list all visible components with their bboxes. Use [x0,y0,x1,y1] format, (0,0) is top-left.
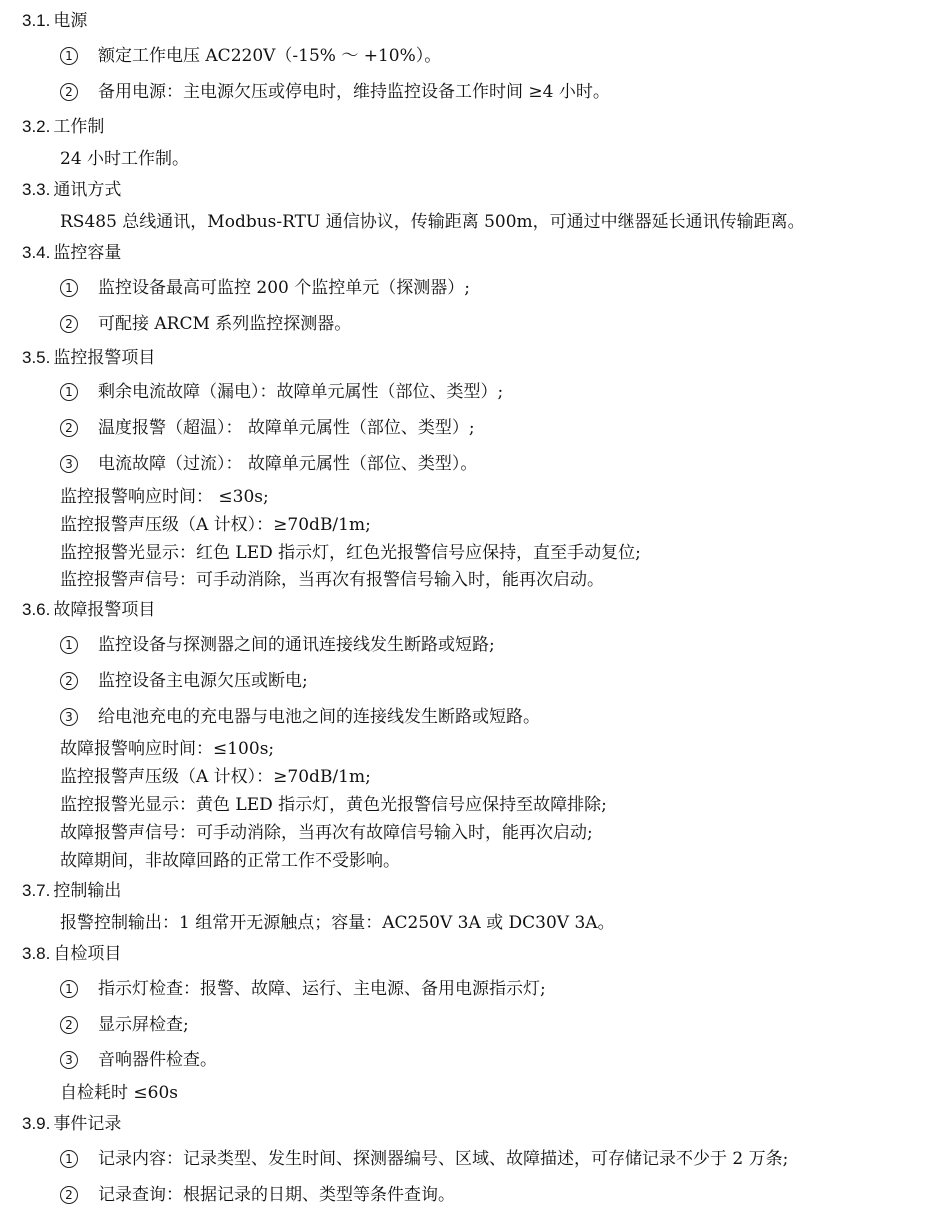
body-text: 自检耗时 ≤60s [60,1083,179,1103]
list-item [60,381,503,403]
list-item [60,706,540,728]
body-text: 监控报警声压级（A 计权）：≥70dB/1m; [60,767,371,787]
list-item-text: 指示灯检查：报警、故障、运行、主电源、备用电源指示灯; [98,979,546,999]
section-title: 事件记录 [53,1114,122,1134]
list-item-text: 记录内容：记录类型、发生时间、探测器编号、区域、故障描述，可存储记录不少于 2 万条; [98,1149,789,1169]
section-number: 3.9. [22,1114,51,1133]
section-title: 自检项目 [53,944,122,964]
body-text: 监控报警声压级（A 计权）：≥70dB/1m; [60,515,371,535]
list-item-text: 监控设备主电源欠压或断电; [98,671,308,691]
body-text: 监控报警光显示：黄色 LED 指示灯，黄色光报警信号应保持至故障排除; [60,795,607,815]
body-text: 24 小时工作制。 [60,149,190,169]
circled-number-marker: 1 [60,279,78,297]
section-title: 电源 [53,11,88,31]
list-item-text: 可配接 ARCM 系列监控探测器。 [98,314,352,334]
section-heading [22,10,87,32]
list-item [60,978,546,1000]
circled-number-marker: 2 [60,1186,78,1204]
list-item-text: 音响器件检查。 [98,1050,217,1070]
circled-number-marker: 1 [60,47,78,65]
list-item [60,634,495,656]
section-heading [22,880,121,902]
section-number: 3.2. [22,117,51,136]
list-item-text: 记录查询：根据记录的日期、类型等条件查询。 [98,1185,455,1205]
list-item [60,670,308,692]
section-title: 控制输出 [53,881,122,901]
circled-number-marker: 2 [60,672,78,690]
body-text: 故障报警声信号：可手动消除，当再次有故障信号输入时，能再次启动; [60,823,593,843]
section-title: 工作制 [53,117,105,137]
list-item [60,1148,788,1170]
section-number: 3.5. [22,348,51,367]
section-heading [22,116,104,138]
body-text: 报警控制输出：1 组常开无源触点；容量：AC250V 3A 或 DC30V 3A。 [60,913,615,933]
body-text: 故障报警响应时间：≤100s; [60,739,275,759]
section-number: 3.3. [22,180,51,199]
list-item [60,417,475,439]
circled-number-marker: 3 [60,455,78,473]
section-number: 3.7. [22,881,51,900]
list-item-text: 显示屏检查; [98,1015,189,1035]
circled-number-marker: 2 [60,1016,78,1034]
section-number: 3.4. [22,243,51,262]
body-text: 故障期间，非故障回路的正常工作不受影响。 [60,851,400,871]
section-heading [22,1113,121,1135]
list-item [60,81,610,103]
list-item [60,45,441,67]
list-item-text: 剩余电流故障（漏电）：故障单元属性（部位、类型）; [98,382,504,402]
section-heading [22,179,121,201]
circled-number-marker: 1 [60,383,78,401]
list-item [60,1184,455,1206]
section-heading [22,347,155,369]
list-item [60,277,470,299]
list-item-text: 温度报警（超温）： 故障单元属性（部位、类型）; [98,418,475,438]
list-item [60,453,477,475]
body-text: RS485 总线通讯，Modbus-RTU 通信协议，传输距离 500m，可通过中继器延长通讯传输距离。 [60,212,805,232]
section-heading [22,242,121,264]
list-item [60,1014,189,1036]
list-item-text: 电流故障（过流）： 故障单元属性（部位、类型）。 [98,454,478,474]
circled-number-marker: 1 [60,980,78,998]
section-title: 通讯方式 [53,180,122,200]
list-item [60,1049,217,1071]
circled-number-marker: 1 [60,636,78,654]
section-heading [22,943,121,965]
circled-number-marker: 3 [60,708,78,726]
section-number: 3.1. [22,11,51,30]
list-item [60,313,351,335]
circled-number-marker: 2 [60,83,78,101]
list-item-text: 监控设备最高可监控 200 个监控单元（探测器）; [98,278,470,298]
section-number: 3.6. [22,600,51,619]
section-title: 监控容量 [53,243,122,263]
list-item-text: 监控设备与探测器之间的通讯连接线发生断路或短路; [98,635,495,655]
section-title: 故障报警项目 [53,600,156,620]
section-title: 监控报警项目 [53,348,156,368]
body-text: 监控报警声信号：可手动消除，当再次有报警信号输入时，能再次启动。 [60,570,604,590]
circled-number-marker: 2 [60,419,78,437]
list-item-text: 备用电源：主电源欠压或停电时，维持监控设备工作时间 ≥4 小时。 [98,82,610,102]
body-text: 监控报警响应时间： ≤30s; [60,487,269,507]
circled-number-marker: 3 [60,1051,78,1069]
list-item-text: 给电池充电的充电器与电池之间的连接线发生断路或短路。 [98,707,540,727]
circled-number-marker: 1 [60,1150,78,1168]
section-number: 3.8. [22,944,51,963]
circled-number-marker: 2 [60,315,78,333]
list-item-text: 额定工作电压 AC220V（-15% ～ +10%）。 [98,46,442,66]
section-heading [22,599,155,621]
body-text: 监控报警光显示：红色 LED 指示灯，红色光报警信号应保持，直至手动复位; [60,543,641,563]
